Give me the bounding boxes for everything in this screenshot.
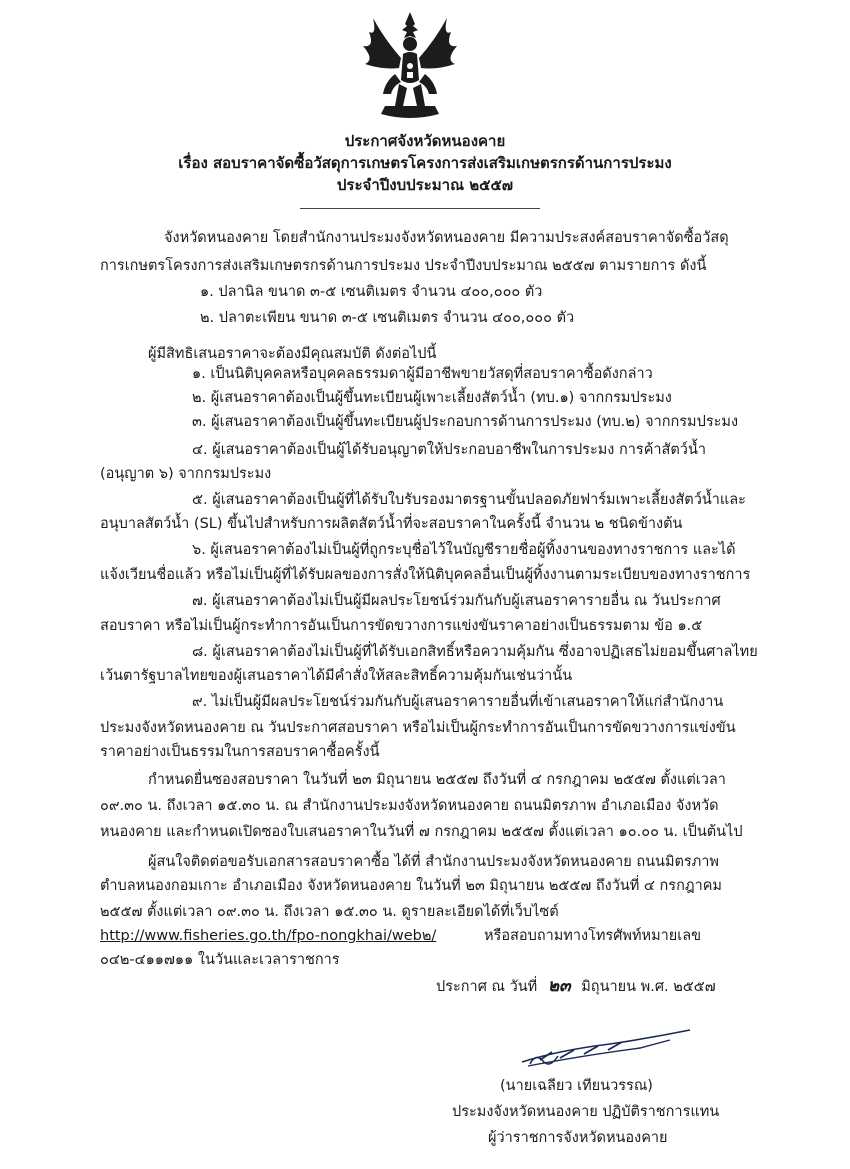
qualification-2: ๒. ผู้เสนอราคาต้องเป็นผู้ขึ้นทะเบียนผู้เพาะเลี้ยงสัตว์น้ำ (ทบ.๑) จากกรมประมง	[192, 390, 672, 406]
intro-line-2: การเกษตรโครงการส่งเสริมเกษตรกรด้านการประมง ประจำปีงบประมาณ ๒๕๕๗ ตามรายการ ดังนี้	[100, 258, 707, 274]
contact-line-3: ๒๕๕๗ ตั้งแต่เวลา ๐๙.๓๐ น. ถึงเวลา ๑๕.๓๐ น. ดูรายละเอียดได้ที่เว็บไซต์	[100, 904, 559, 920]
doc-subject: เรื่อง สอบราคาจัดซื้อวัสดุการเกษตรโครงการส่งเสริมเกษตรกรด้านการประมง	[178, 154, 672, 172]
signatory-title-2: ผู้ว่าราชการจังหวัดหนองคาย	[488, 1130, 668, 1146]
garuda-emblem-icon	[355, 10, 465, 122]
qualification-5-line-2: อนุบาลสัตว์น้ำ (SL) ขึ้นไปสำหรับการผลิตสัตว์น้ำที่จะสอบราคาในครั้งนี้ จำนวน ๒ ชนิดข้างต้น	[100, 516, 683, 532]
website-link[interactable]: http://www.fisheries.go.th/fpo-nongkhai/web๒/	[100, 928, 437, 944]
announce-suffix: มิถุนายน พ.ศ. ๒๕๕๗	[581, 979, 716, 995]
qualification-3: ๓. ผู้เสนอราคาต้องเป็นผู้ขึ้นทะเบียนผู้ประกอบการด้านการประมง (ทบ.๒) จากกรมประมง	[192, 414, 739, 430]
contact-line-1: ผู้สนใจติดต่อขอรับเอกสารสอบราคาซื้อ ได้ที่ สำนักงานประมงจังหวัดหนองคาย ถนนมิตรภาพ	[148, 854, 719, 870]
qualification-7-line-2: สอบราคา หรือไม่เป็นผู้กระทำการอันเป็นการขัดขวางการแข่งขันราคาอย่างเป็นธรรมตาม ข้อ ๑.๕	[100, 618, 703, 634]
contact-line-2: ตำบลหนองกอมเกาะ อำเภอเมือง จังหวัดหนองคาย ในวันที่ ๒๓ มิถุนายน ๒๕๕๗ ถึงวันที่ ๔ กรกฎาคม	[100, 878, 722, 894]
qualification-1: ๑. เป็นนิติบุคคลหรือบุคคลธรรมดาผู้มีอาชีพขายวัสดุที่สอบราคาซื้อดังกล่าว	[192, 366, 653, 382]
qualification-9-line-3: ราคาอย่างเป็นธรรมในการสอบราคาซื้อครั้งนี้	[100, 744, 380, 760]
deadline-line-2: ๐๙.๓๐ น. ถึงเวลา ๑๕.๓๐ น. ณ สำนักงานประมงจังหวัดหนองคาย ถนนมิตรภาพ อำเภอเมือง จังหวัด	[100, 798, 719, 814]
intro-line-1: จังหวัดหนองคาย โดยสำนักงานประมงจังหวัดหนองคาย มีความประสงค์สอบราคาจัดซื้อวัสดุ	[164, 230, 729, 246]
item-1: ๑. ปลานิล ขนาด ๓-๕ เซนติเมตร จำนวน ๔๐๐,๐๐๐ ตัว	[200, 284, 543, 300]
deadline-line-3: หนองคาย และกำหนดเปิดซองใบเสนอราคาในวันที่ ๗ กรกฎาคม ๒๕๕๗ ตั้งแต่เวลา ๑๐.๐๐ น. เป็นต้นไป	[100, 824, 743, 840]
announce-date	[436, 976, 716, 997]
doc-fiscal-year: ประจำปีงบประมาณ ๒๕๕๗	[336, 176, 514, 194]
qualification-6-line-2: แจ้งเวียนชื่อแล้ว หรือไม่เป็นผู้ที่ได้รับผลของการสั่งให้นิติบุคคลอื่นเป็นผู้ทิ้งงานตามระเบียบของทางราชการ	[100, 567, 751, 583]
qualifications-heading: ผู้มีสิทธิเสนอราคาจะต้องมีคุณสมบัติ ดังต่อไปนี้	[148, 346, 437, 362]
signatory-title-1: ประมงจังหวัดหนองคาย ปฏิบัติราชการแทน	[452, 1104, 720, 1120]
announce-day: ๒๓	[547, 976, 571, 996]
contact-line-4b: หรือสอบถามทางโทรศัพท์หมายเลข	[484, 928, 702, 944]
qualification-5-line-1: ๕. ผู้เสนอราคาต้องเป็นผู้ที่ได้รับใบรับรองมาตรฐานขั้นปลอดภัยฟาร์มเพาะเลี้ยงสัตว์น้ำและ	[192, 492, 746, 508]
qualification-4-line-1: ๔. ผู้เสนอราคาต้องเป็นผู้ได้รับอนุญาตให้ประกอบอาชีพในการประมง การค้าสัตว์น้ำ	[192, 442, 706, 458]
qualification-8-line-2: เว้นตารัฐบาลไทยของผู้เสนอราคาได้มีคำสั่งให้สละสิทธิ์ความคุ้มกันเช่นว่านั้น	[100, 668, 573, 684]
title-divider	[300, 208, 540, 209]
doc-title: ประกาศจังหวัดหนองคาย	[344, 132, 506, 150]
qualification-9-line-1: ๙. ไม่เป็นผู้มีผลประโยชน์ร่วมกันกับผู้เสนอราคารายอื่นที่เข้าเสนอราคาให้แก่สำนักงาน	[192, 694, 724, 710]
qualification-7-line-1: ๗. ผู้เสนอราคาต้องไม่เป็นผู้มีผลประโยชน์ร่วมกันกับผู้เสนอราคารายอื่น ณ วันประกาศ	[192, 593, 721, 609]
contact-phone: ๐๔๒-๔๑๑๗๑๑ ในวันและเวลาราชการ	[100, 952, 340, 968]
deadline-line-1: กำหนดยื่นซองสอบราคา ในวันที่ ๒๓ มิถุนายน ๒๕๕๗ ถึงวันที่ ๔ กรกฎาคม ๒๕๕๗ ตั้งแต่เวลา	[148, 772, 726, 788]
qualification-4-line-2: (อนุญาต ๖) จากกรมประมง	[100, 466, 272, 482]
qualification-8-line-1: ๘. ผู้เสนอราคาต้องไม่เป็นผู้ที่ได้รับเอกสิทธิ์หรือความคุ้มกัน ซึ่งอาจปฏิเสธไม่ยอมขึ้นศาลไทย	[192, 644, 758, 660]
qualification-6-line-1: ๖. ผู้เสนอราคาต้องไม่เป็นผู้ที่ถูกระบุชื่อไว้ในบัญชีรายชื่อผู้ทิ้งงานของทางราชการ และได้	[192, 542, 736, 558]
item-2: ๒. ปลาตะเพียน ขนาด ๓-๕ เซนติเมตร จำนวน ๔๐๐,๐๐๐ ตัว	[200, 310, 575, 326]
announce-prefix: ประกาศ ณ วันที่	[436, 979, 538, 995]
signatory-name: (นายเฉลียว เทียนวรรณ)	[500, 1078, 653, 1094]
signature-icon	[500, 1022, 700, 1072]
qualification-9-line-2: ประมงจังหวัดหนองคาย ณ วันประกาศสอบราคา หรือไม่เป็นผู้กระทำการอันเป็นการขัดขวางการแข่งขัน	[100, 720, 736, 736]
